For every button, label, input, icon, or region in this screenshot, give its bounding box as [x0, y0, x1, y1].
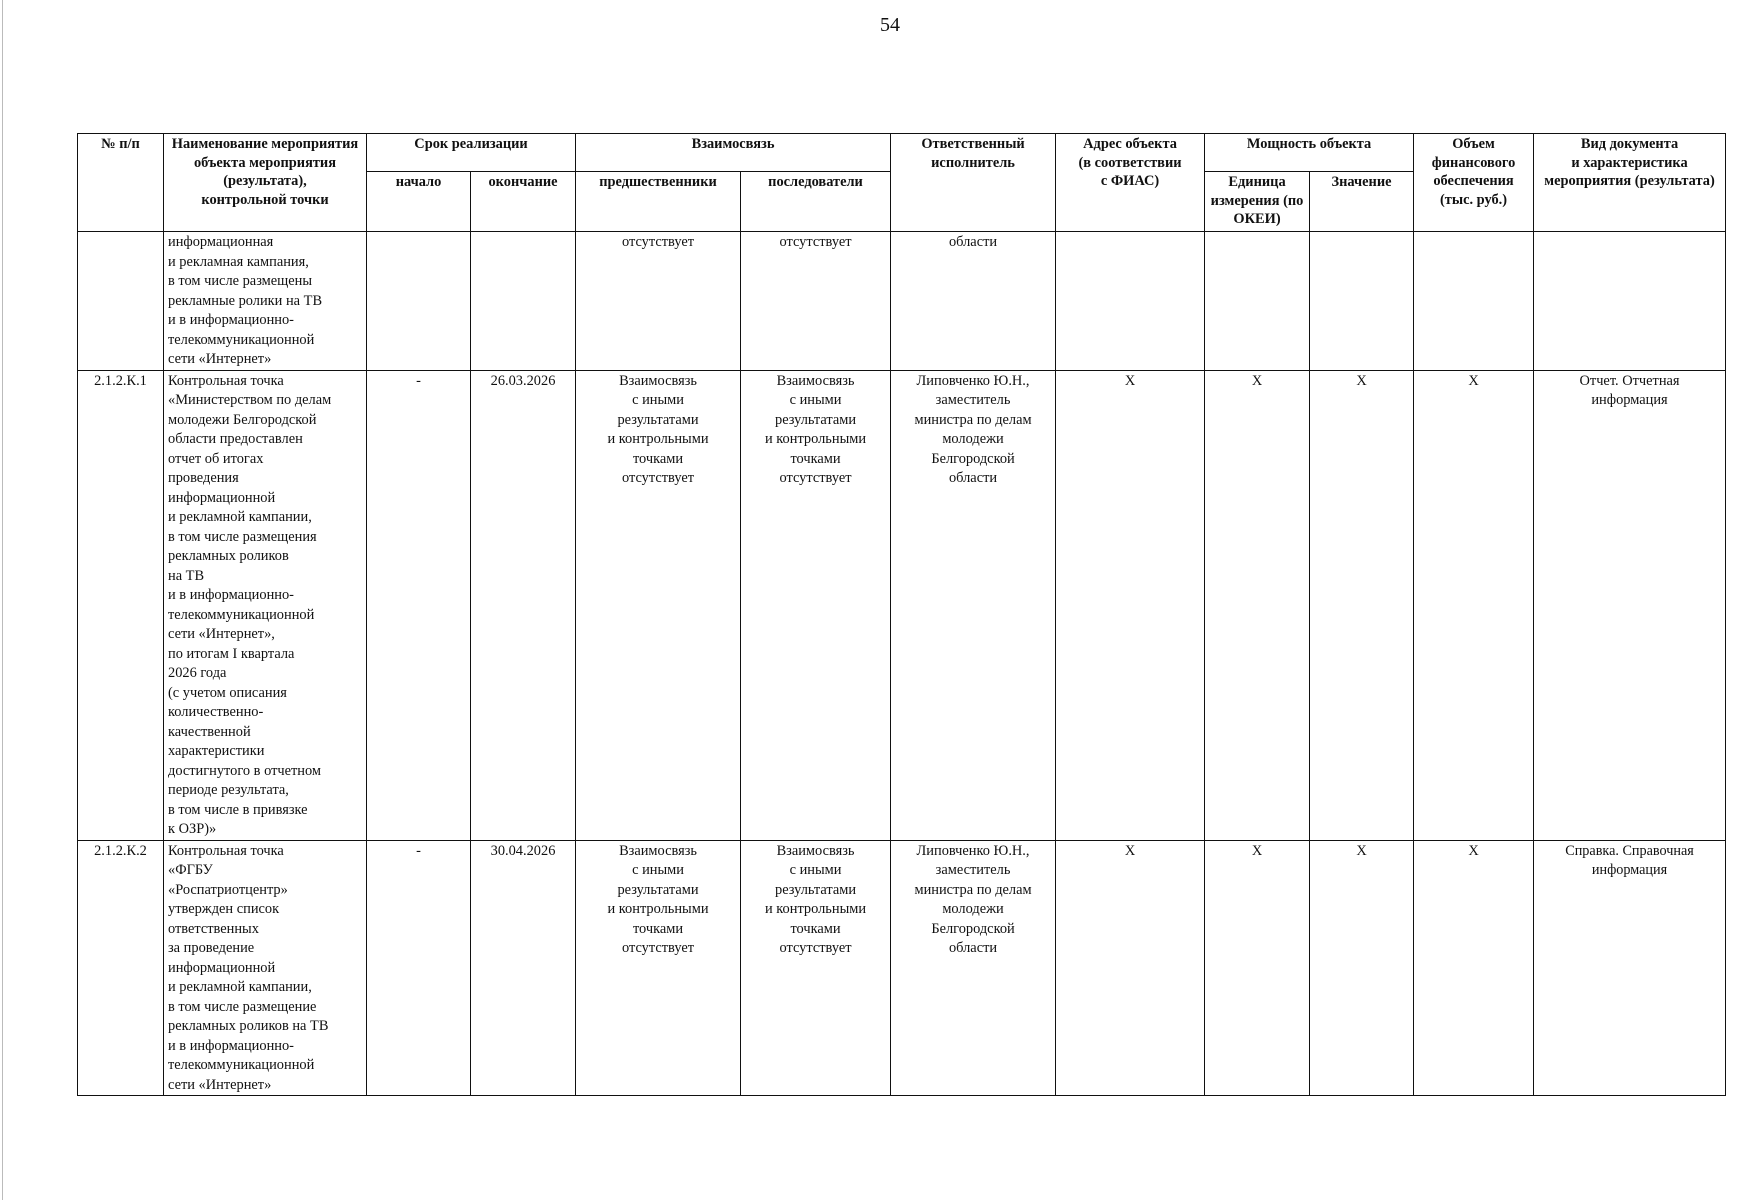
cell-name: Контрольная точка «Министерством по делам молодежи Белгородской области предоставлен отчет об итогах проведения информационной и рекламной кампании, в том числе размещения рекламных роликов на ТВ и в информационно- телекоммуникационной сети «Интернет», по итогам I квартала 2026 года (с учетом описания количественно- качественной характеристики достигнутого в отчетном периоде результата, в том числе в привязке к ОЗР)»: [164, 370, 367, 840]
cell-pred: Взаимосвязь с иными результатами и контрольными точками отсутствует: [576, 840, 741, 1096]
cell-doc: Справка. Справочная информация: [1534, 840, 1726, 1096]
cell-doc: [1534, 232, 1726, 371]
col-header-doc: Вид документа и характеристика мероприятия (результата): [1534, 134, 1726, 232]
page-number: 54: [880, 14, 900, 36]
cell-address: X: [1056, 840, 1205, 1096]
cell-doc: Отчет. Отчетная информация: [1534, 370, 1726, 840]
cell-finance: [1414, 232, 1534, 371]
cell-address: [1056, 232, 1205, 371]
cell-start: -: [367, 840, 471, 1096]
table-row: [78, 840, 1726, 1096]
col-header-capacity-unit: Единица измерения (по ОКЕИ): [1205, 172, 1310, 232]
cell-unit: [1205, 232, 1310, 371]
cell-name: Контрольная точка «ФГБУ «Роспатриотцентр» утвержден список ответственных за проведение информационной и рекламной кампании, в том числе размещение рекламных роликов на ТВ и в информационно- телекоммуникационной сети «Интернет»: [164, 840, 367, 1096]
col-header-link-succ: последователи: [741, 172, 891, 232]
col-header-period-start: начало: [367, 172, 471, 232]
cell-end: 26.03.2026: [471, 370, 576, 840]
cell-end: [471, 232, 576, 371]
col-header-num: № п/п: [78, 134, 164, 232]
col-header-capacity: Мощность объекта: [1205, 134, 1414, 172]
cell-value: [1310, 232, 1414, 371]
col-header-link-pred: предшественники: [576, 172, 741, 232]
col-header-address: Адрес объекта (в соответствии с ФИАС): [1056, 134, 1205, 232]
page-left-edge: [2, 0, 3, 1200]
cell-finance: X: [1414, 840, 1534, 1096]
cell-num: 2.1.2.К.2: [78, 840, 164, 1096]
cell-value: X: [1310, 370, 1414, 840]
cell-responsible: Липовченко Ю.Н., заместитель министра по делам молодежи Белгородской области: [891, 840, 1056, 1096]
col-header-period: Срок реализации: [367, 134, 576, 172]
cell-succ: Взаимосвязь с иными результатами и контрольными точками отсутствует: [741, 840, 891, 1096]
cell-end: 30.04.2026: [471, 840, 576, 1096]
cell-address: X: [1056, 370, 1205, 840]
col-header-finance: Объем финансового обеспечения (тыс. руб.): [1414, 134, 1534, 232]
cell-num: [78, 232, 164, 371]
cell-value: X: [1310, 840, 1414, 1096]
table-row: [78, 232, 1726, 371]
col-header-capacity-value: Значение: [1310, 172, 1414, 232]
plan-table: [77, 133, 1726, 1096]
cell-succ: отсутствует: [741, 232, 891, 371]
cell-pred: Взаимосвязь с иными результатами и контрольными точками отсутствует: [576, 370, 741, 840]
cell-start: -: [367, 370, 471, 840]
header-row-top: [78, 134, 1726, 172]
cell-start: [367, 232, 471, 371]
cell-finance: X: [1414, 370, 1534, 840]
cell-name: информационная и рекламная кампания, в том числе размещены рекламные ролики на ТВ и в информационно- телекоммуникационной сети «Интернет»: [164, 232, 367, 371]
cell-unit: X: [1205, 840, 1310, 1096]
col-header-responsible: Ответственный исполнитель: [891, 134, 1056, 232]
cell-pred: отсутствует: [576, 232, 741, 371]
col-header-link: Взаимосвязь: [576, 134, 891, 172]
cell-num: 2.1.2.К.1: [78, 370, 164, 840]
table-row: [78, 370, 1726, 840]
cell-succ: Взаимосвязь с иными результатами и контрольными точками отсутствует: [741, 370, 891, 840]
col-header-period-end: окончание: [471, 172, 576, 232]
cell-responsible: Липовченко Ю.Н., заместитель министра по делам молодежи Белгородской области: [891, 370, 1056, 840]
cell-responsible: области: [891, 232, 1056, 371]
col-header-name: Наименование мероприятия объекта мероприятия (результата), контрольной точки: [164, 134, 367, 232]
cell-unit: X: [1205, 370, 1310, 840]
